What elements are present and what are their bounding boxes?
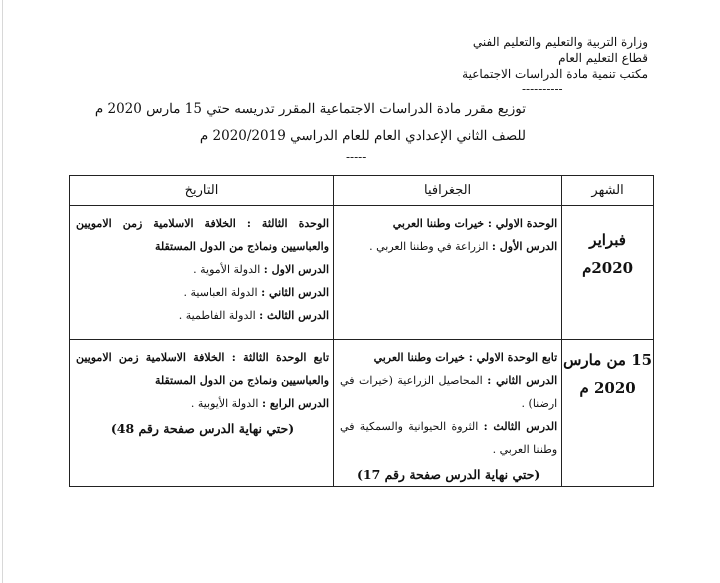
lesson-label: الدرس الأول : xyxy=(491,240,558,253)
lesson-item xyxy=(76,258,329,281)
lesson-item xyxy=(340,415,557,461)
end-page-note: (حتي نهاية الدرس صفحة رقم 48) xyxy=(110,421,295,436)
lesson-item xyxy=(340,235,557,258)
document-title: توزيع مقرر مادة الدراسات الاجتماعية المقرر تدريسه حتي 15 مارس 2020 م xyxy=(94,101,526,117)
header-history: التاريخ xyxy=(70,176,334,206)
geography-cell xyxy=(334,340,562,487)
table-header-row xyxy=(70,176,654,206)
lesson-text: الثروة الحيوانية والسمكية في وطننا العربي . xyxy=(340,420,558,456)
lesson-item xyxy=(76,281,329,304)
page-edge xyxy=(2,0,3,583)
table-row xyxy=(70,340,654,487)
title-divider: ----- xyxy=(346,150,367,164)
unit-title: الوحدة الثالثة : الخلافة الاسلامية زمن الامويين والعباسيين ونماذج من الدول المستقلة xyxy=(76,217,330,253)
geography-cell xyxy=(334,206,562,340)
sector-name: قطاع التعليم العام xyxy=(558,51,648,65)
month-cell xyxy=(562,206,654,340)
month-cell xyxy=(562,340,654,487)
ministry-name: وزارة التربية والتعليم والتعليم الفني xyxy=(472,35,648,49)
month-year: 2020 م xyxy=(579,379,636,397)
lesson-text: الدولة العباسية . xyxy=(183,286,262,299)
header-geography: الجغرافيا xyxy=(334,176,562,206)
unit-title: الوحدة الاولي : خيرات وطننا العربي xyxy=(392,217,558,230)
table-row xyxy=(70,206,654,340)
lesson-item xyxy=(76,392,329,415)
curriculum-table xyxy=(69,175,654,487)
lesson-text: الدولة الأيوبية . xyxy=(190,397,262,410)
unit-title: تابع الوحدة الاولي : خيرات وطننا العربي xyxy=(373,351,558,364)
lesson-text: الدولة الفاطمية . xyxy=(178,309,260,322)
lesson-text: الزراعة في وطننا العربي . xyxy=(369,240,492,253)
history-cell xyxy=(70,340,334,487)
lesson-text: الدولة الأموية . xyxy=(193,263,264,276)
lesson-label: الدرس الثالث : xyxy=(483,420,558,433)
lesson-label: الدرس الثاني : xyxy=(261,286,330,299)
month-label: 15 من مارس xyxy=(563,351,653,369)
lesson-item xyxy=(340,369,557,415)
lesson-label: الدرس الثالث : xyxy=(259,309,330,322)
lesson-label: الدرس الرابع : xyxy=(261,397,330,410)
header-month: الشهر xyxy=(562,176,654,206)
end-page-note: (حتي نهاية الدرس صفحة رقم 17) xyxy=(356,467,541,482)
office-name: مكتب تنمية مادة الدراسات الاجتماعية xyxy=(462,67,648,81)
letterhead xyxy=(462,34,648,82)
history-cell xyxy=(70,206,334,340)
month-label: فبراير 2020م xyxy=(582,231,634,277)
lesson-label: الدرس الاول : xyxy=(263,263,330,276)
lesson-text: المحاصيل الزراعية (خيرات في ارضنا) . xyxy=(340,374,558,410)
lesson-label: الدرس الثاني : xyxy=(487,374,558,387)
header-divider: ---------- xyxy=(522,82,563,96)
lesson-item xyxy=(76,304,329,327)
document-subtitle: للصف الثاني الإعدادي العام للعام الدراسي 2020/2019 م xyxy=(199,128,526,144)
unit-title: تابع الوحدة الثالثة : الخلافة الاسلامية زمن الامويين والعباسيين ونماذج من الدول المستقلة xyxy=(76,351,330,387)
